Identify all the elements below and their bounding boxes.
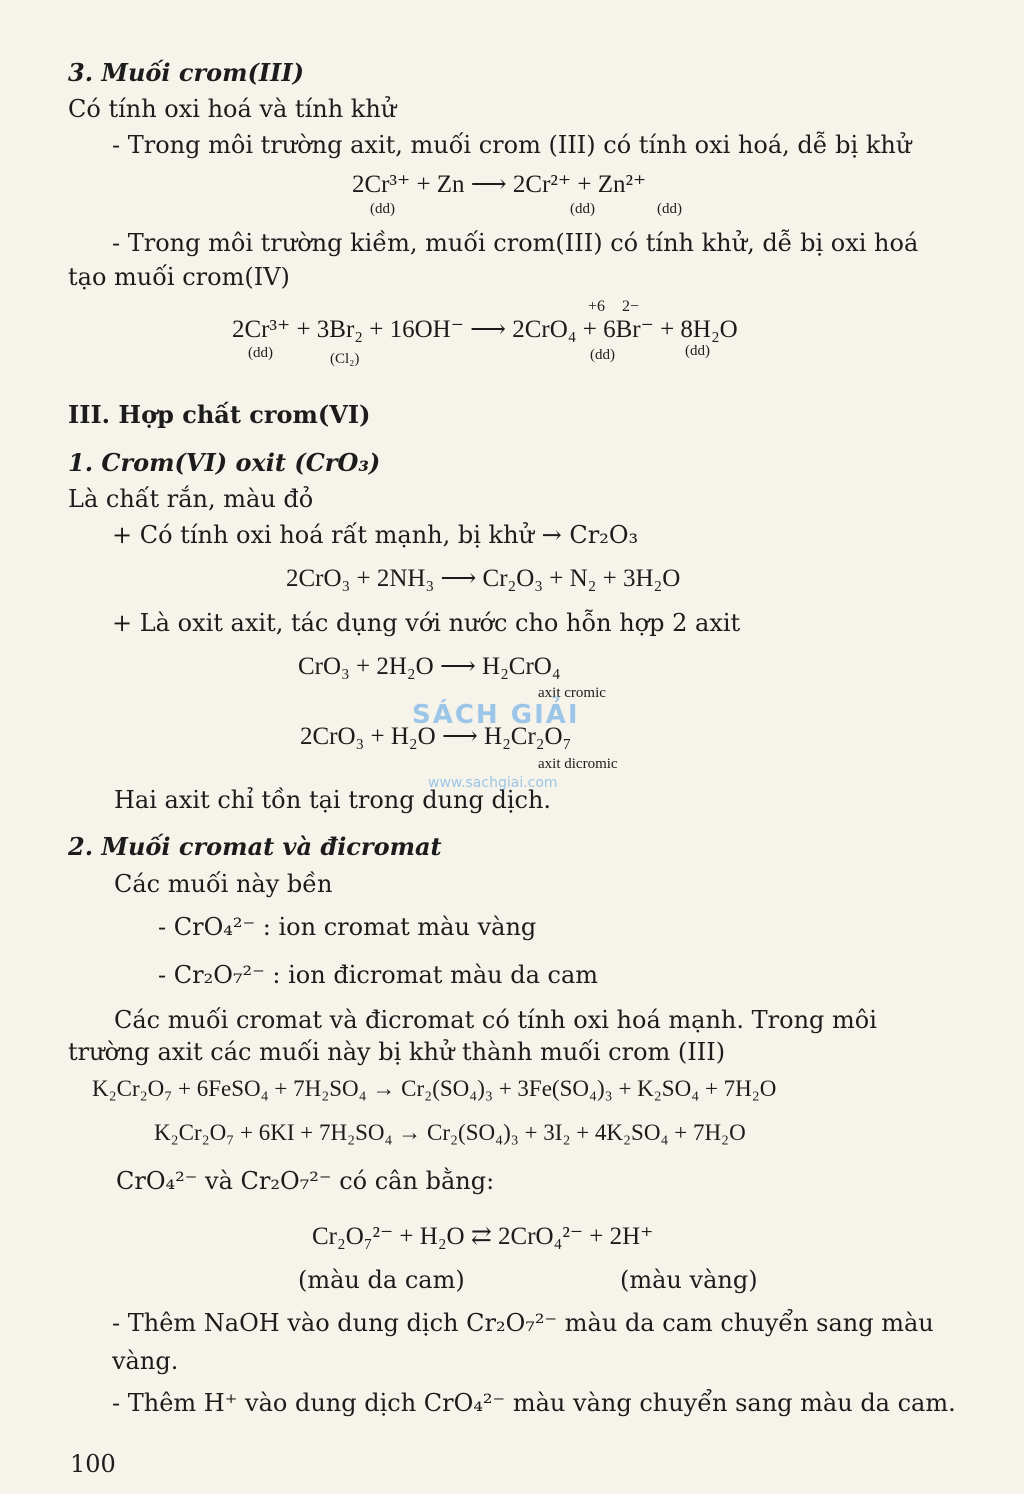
equation-label: (màu vàng)	[620, 1266, 758, 1294]
equation-label: (dd)	[570, 201, 595, 217]
subsection-heading-cro3: 1. Crom(VI) oxit (CrO₃)	[68, 448, 381, 477]
ion-charge-label: 2−	[622, 298, 640, 315]
equation-label: (dd)	[590, 347, 615, 363]
chemical-equation: 2Cr³⁺ + Zn ⟶ 2Cr²⁺ + Zn²⁺	[352, 171, 647, 198]
equation-label: (màu da cam)	[298, 1266, 465, 1294]
chemical-equation: CrO₃ + 2H₂O ⟶ H₂CrO₄	[298, 653, 561, 680]
list-item: - CrO₄²⁻ : ion cromat màu vàng	[158, 913, 537, 941]
equation-label: (dd)	[248, 345, 273, 361]
page-number: 100	[70, 1450, 116, 1478]
equation-label: axit dicromic	[538, 756, 618, 772]
paragraph-text: Có tính oxi hoá và tính khử	[68, 95, 397, 123]
subsection-heading-chromate-dichromate: 2. Muối cromat và đicromat	[68, 832, 442, 861]
bullet-text: + Có tính oxi hoá rất mạnh, bị khử → Cr₂O₃	[112, 521, 639, 549]
list-item: - Cr₂O₇²⁻ : ion đicromat màu da cam	[158, 961, 599, 989]
section-heading-chromium-iii-salts: 3. Muối crom(III)	[68, 58, 304, 87]
chemical-equation: 2CrO₃ + 2NH₃ ⟶ Cr₂O₃ + N₂ + 3H₂O	[286, 565, 681, 592]
paragraph-text: trường axit các muối này bị khử thành muối crom (III)	[68, 1038, 726, 1066]
paragraph-text: Là chất rắn, màu đỏ	[68, 485, 314, 513]
paragraph-text: CrO₄²⁻ và Cr₂O₇²⁻ có cân bằng:	[116, 1167, 495, 1195]
equation-label: (Cl₂)	[330, 351, 360, 367]
oxidation-state-label: +6	[588, 298, 606, 315]
watermark-logo: SÁCH GIẢI	[412, 700, 580, 730]
bullet-text: - Trong môi trường axit, muối crom (III) có tính oxi hoá, dễ bị khử	[112, 131, 912, 159]
bullet-text: - Thêm H⁺ vào dung dịch CrO₄²⁻ màu vàng chuyển sang màu da cam.	[112, 1389, 956, 1417]
section-heading-chromium-vi-compounds: III. Hợp chất crom(VI)	[68, 400, 371, 429]
equilibrium-equation: Cr₂O₇²⁻ + H₂O ⇄ 2CrO₄²⁻ + 2H⁺	[312, 1223, 654, 1250]
watermark-url: www.sachgiai.com	[428, 775, 558, 791]
chemical-equation: K₂Cr₂O₇ + 6FeSO₄ + 7H₂SO₄ → Cr₂(SO₄)₃ + 3Fe(SO₄)₃ + K₂SO₄ + 7H₂O	[92, 1076, 777, 1101]
equation-label: (dd)	[370, 201, 395, 217]
bullet-text: - Thêm NaOH vào dung dịch Cr₂O₇²⁻ màu da cam chuyển sang màu	[112, 1309, 934, 1337]
paragraph-text: Các muối cromat và đicromat có tính oxi hoá mạnh. Trong môi	[114, 1006, 877, 1034]
equation-label: (dd)	[685, 343, 710, 359]
equation-label: (dd)	[657, 201, 682, 217]
bullet-text-continued: vàng.	[112, 1347, 179, 1375]
paragraph-text: Các muối này bền	[114, 870, 333, 898]
bullet-text: + Là oxit axit, tác dụng với nước cho hỗn hợp 2 axit	[112, 609, 741, 637]
paragraph-text: Hai axit chỉ tồn tại trong dung dịch.	[114, 786, 552, 814]
chemical-equation: 2CrO₃ + H₂O ⟶ H₂Cr₂O₇	[300, 723, 572, 750]
equation-label: axit cromic	[538, 685, 606, 701]
bullet-text: - Trong môi trường kiềm, muối crom(III) có tính khử, dễ bị oxi hoá	[112, 229, 919, 257]
chemical-equation: K₂Cr₂O₇ + 6KI + 7H₂SO₄ → Cr₂(SO₄)₃ + 3I₂ + 4K₂SO₄ + 7H₂O	[154, 1120, 746, 1145]
chemical-equation: 2Cr³⁺ + 3Br₂ + 16OH⁻ ⟶ 2CrO₄ + 6Br⁻ + 8H₂O	[232, 316, 738, 343]
bullet-text-continued: tạo muối crom(IV)	[68, 263, 290, 291]
